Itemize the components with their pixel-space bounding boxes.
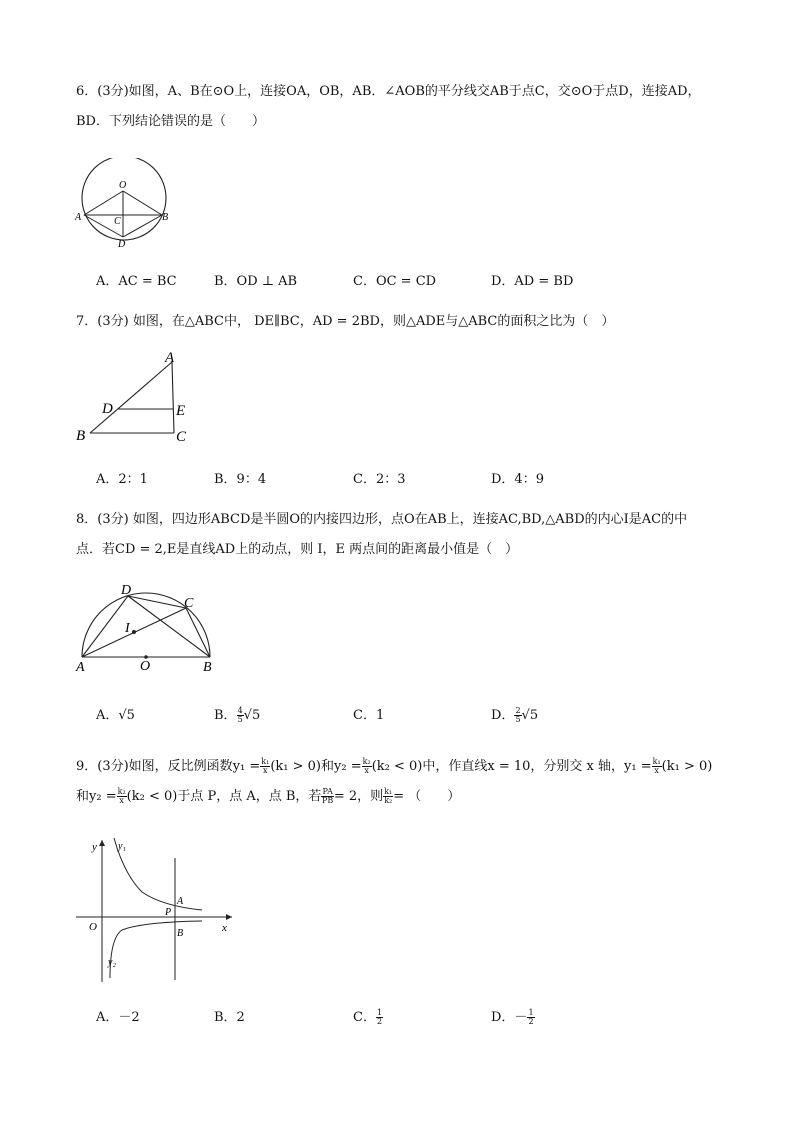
q6-label-D: D xyxy=(118,239,126,250)
q8-option-b-radical: √5 xyxy=(243,708,261,723)
q7-figure xyxy=(70,346,200,450)
q8-line1: 8．(3分) 如图，四边形ABCD是半圆O的内接四边形，点O在AB上，连接AC,BD,△ABD的内心I是AC的中 xyxy=(76,512,688,527)
q9-cond1: (k₁ > 0) xyxy=(270,759,322,774)
q6-line2: BD．下列结论错误的是（ ） xyxy=(76,114,265,129)
q8-option-c[interactable]: C．1 xyxy=(353,708,385,723)
q9-curve-y2 xyxy=(110,921,202,978)
q9-frac-k1-num: k₁ xyxy=(261,757,270,766)
q9-frac-k1-repeat xyxy=(652,758,662,775)
q8-option-b-letter: B． xyxy=(214,708,237,723)
q9-option-d-fraction xyxy=(527,1009,534,1026)
q6-seg-OB xyxy=(123,191,162,215)
q9-label-y: y xyxy=(92,841,97,853)
q6-label-C: C xyxy=(114,216,121,227)
q9-cond1-repeat: (k₁ > 0) xyxy=(661,759,713,774)
q8-label-B: B xyxy=(203,660,212,675)
q9-line1-tail: 中，作直线x = 10，分别交 x 轴， xyxy=(422,759,624,774)
q9-eq2: = 2 xyxy=(333,789,358,804)
q9-frac-pb: PB xyxy=(322,796,334,805)
q7-option-c[interactable]: C．2：3 xyxy=(353,472,406,487)
q7-options xyxy=(96,468,696,492)
q9-label-y1: y₁ xyxy=(118,841,126,852)
q8-option-b-fraction xyxy=(237,707,244,724)
q8-option-d-letter: D． xyxy=(491,708,515,723)
q9-frac-k1-top: k₁ xyxy=(384,787,393,796)
q9-curve-y1 xyxy=(114,838,202,910)
q9-prefix: 9．(3分)如图，反比例函数 xyxy=(76,759,233,774)
q8-seg-CB xyxy=(186,608,210,657)
q9-frac-pa-pb xyxy=(321,788,333,805)
q7-label-B: B xyxy=(76,428,86,444)
q9-frac-k1-repeat-num: k₁ xyxy=(652,757,661,766)
q9-frac-k2-num: k₂ xyxy=(362,757,371,766)
q9-option-a[interactable]: A．－2 xyxy=(96,1010,140,1025)
q7-label-A: A xyxy=(165,350,175,366)
q6-figure xyxy=(70,158,180,258)
q9-line2 xyxy=(76,782,736,812)
q7-line1: 7．(3分) 如图，在△ABC中， DE∥BC，AD = 2BD，则△ADE与△ABC的面积之比为（ ） xyxy=(76,314,615,329)
q8-option-d-fraction xyxy=(514,707,521,724)
q9-option-c-fraction xyxy=(376,1009,383,1026)
q9-label-B: B xyxy=(177,928,184,939)
q9-line2-prefix: 和 xyxy=(76,789,90,804)
q8-figure xyxy=(70,578,230,682)
q9-label-y2: y₂ xyxy=(108,957,116,968)
q9-option-d[interactable] xyxy=(491,1006,535,1026)
q9-y1-repeat: y₁ = xyxy=(624,759,652,774)
q7-option-a[interactable]: A．2：1 xyxy=(96,472,148,487)
q8-option-a[interactable]: A．√5 xyxy=(96,708,135,723)
q9-line2-end: = （ ） xyxy=(393,789,461,804)
q8-option-d-den: 5 xyxy=(515,715,521,724)
q6-option-c[interactable]: C．OC = CD xyxy=(353,274,437,289)
q9-frac-k1 xyxy=(260,758,270,775)
q8-label-A: A xyxy=(76,660,85,675)
q9-option-d-num: 1 xyxy=(528,1008,534,1017)
q8-option-d[interactable] xyxy=(491,704,538,724)
q9-option-b[interactable]: B．2 xyxy=(214,1010,245,1025)
q6-options xyxy=(96,270,696,294)
q6-seg-OA xyxy=(84,191,123,215)
question-7-stem xyxy=(76,307,726,337)
q7-seg-AC xyxy=(172,362,174,433)
q6-label-A: A xyxy=(75,212,82,223)
q9-cond2-repeat: (k₂ < 0) xyxy=(126,789,178,804)
q6-option-d[interactable]: D．AD = BD xyxy=(491,274,574,289)
question-9-stem xyxy=(76,752,736,812)
q9-option-c-den: 2 xyxy=(376,1017,383,1026)
q8-seg-DB xyxy=(128,596,210,657)
q8-point-I xyxy=(132,630,136,634)
q8-option-d-num: 2 xyxy=(515,706,521,715)
q9-option-c[interactable] xyxy=(353,1006,383,1026)
q9-option-d-letter: D．－ xyxy=(491,1010,528,1025)
q7-label-C: C xyxy=(176,429,187,445)
q9-line1-mid: 和 xyxy=(321,759,335,774)
q8-label-I: I xyxy=(125,621,130,636)
q7-label-D: D xyxy=(102,401,113,417)
q9-frac-k1-repeat-den: x xyxy=(654,766,659,775)
q8-option-b-num: 4 xyxy=(237,706,243,715)
q8-line2: 点．若CD = 2,E是直线AD上的动点，则 I，E 两点间的距离最小值是（ ） xyxy=(76,542,519,557)
q8-option-b-den: 5 xyxy=(237,715,243,724)
q6-seg-BD xyxy=(123,215,162,237)
q9-label-O: O xyxy=(89,921,97,933)
q8-option-b[interactable] xyxy=(214,704,260,724)
q9-frac-pa: PA xyxy=(322,787,333,796)
q7-seg-AB xyxy=(90,362,172,433)
q8-option-d-radical: √5 xyxy=(521,708,539,723)
q7-label-E: E xyxy=(176,403,186,419)
q9-y2: y₂ = xyxy=(334,759,362,774)
q9-frac-k1-den: x xyxy=(263,766,268,775)
q9-frac-k2-bottom: k₂ xyxy=(384,796,393,805)
q8-options xyxy=(96,704,696,728)
q7-option-d[interactable]: D．4：9 xyxy=(491,472,544,487)
q9-frac-k2-repeat-num: k₂ xyxy=(117,787,126,796)
q6-line1: 6．(3分)如图，A、B在⊙O上，连接OA，OB，AB．∠AOB的平分线交AB于点C，交⊙O于点D，连接AD， xyxy=(76,84,701,99)
q6-option-a[interactable]: A．AC = BC xyxy=(96,274,177,289)
q9-options xyxy=(96,1006,696,1030)
q6-circle xyxy=(82,158,169,240)
q9-figure xyxy=(72,834,242,988)
q6-option-b[interactable]: B．OD ⊥ AB xyxy=(214,274,298,289)
q6-label-O: O xyxy=(119,180,127,191)
q9-option-c-letter: C． xyxy=(353,1010,376,1025)
q9-cond2: (k₂ < 0) xyxy=(371,759,423,774)
q9-option-c-num: 1 xyxy=(376,1008,383,1017)
q8-label-D: D xyxy=(121,583,132,598)
q9-frac-k2-repeat xyxy=(117,788,127,805)
q8-seg-AD xyxy=(82,596,128,657)
q9-line2-tail: ，则 xyxy=(357,789,384,804)
q8-label-O: O xyxy=(140,659,151,674)
q9-line1 xyxy=(76,752,736,782)
question-8-stem xyxy=(76,505,726,565)
q8-label-C: C xyxy=(184,596,194,611)
q9-line2-mid: 于点 P，点 A，点 B，若 xyxy=(177,789,322,804)
q6-label-B: B xyxy=(162,212,169,223)
question-6-stem xyxy=(76,77,726,137)
q9-frac-k2 xyxy=(362,758,372,775)
q9-y1: y₁ = xyxy=(232,759,261,774)
q9-frac-k2-repeat-den: x xyxy=(119,796,124,805)
q9-frac-k1-k2 xyxy=(383,788,393,805)
q7-option-b[interactable]: B．9：4 xyxy=(214,472,267,487)
q9-frac-k2-den: x xyxy=(364,766,369,775)
q9-label-x: x xyxy=(222,922,227,934)
q9-label-A: A xyxy=(177,896,184,907)
q9-y2-repeat: y₂ = xyxy=(89,789,117,804)
q9-label-P: P xyxy=(165,907,172,918)
q9-option-d-den: 2 xyxy=(528,1017,534,1026)
